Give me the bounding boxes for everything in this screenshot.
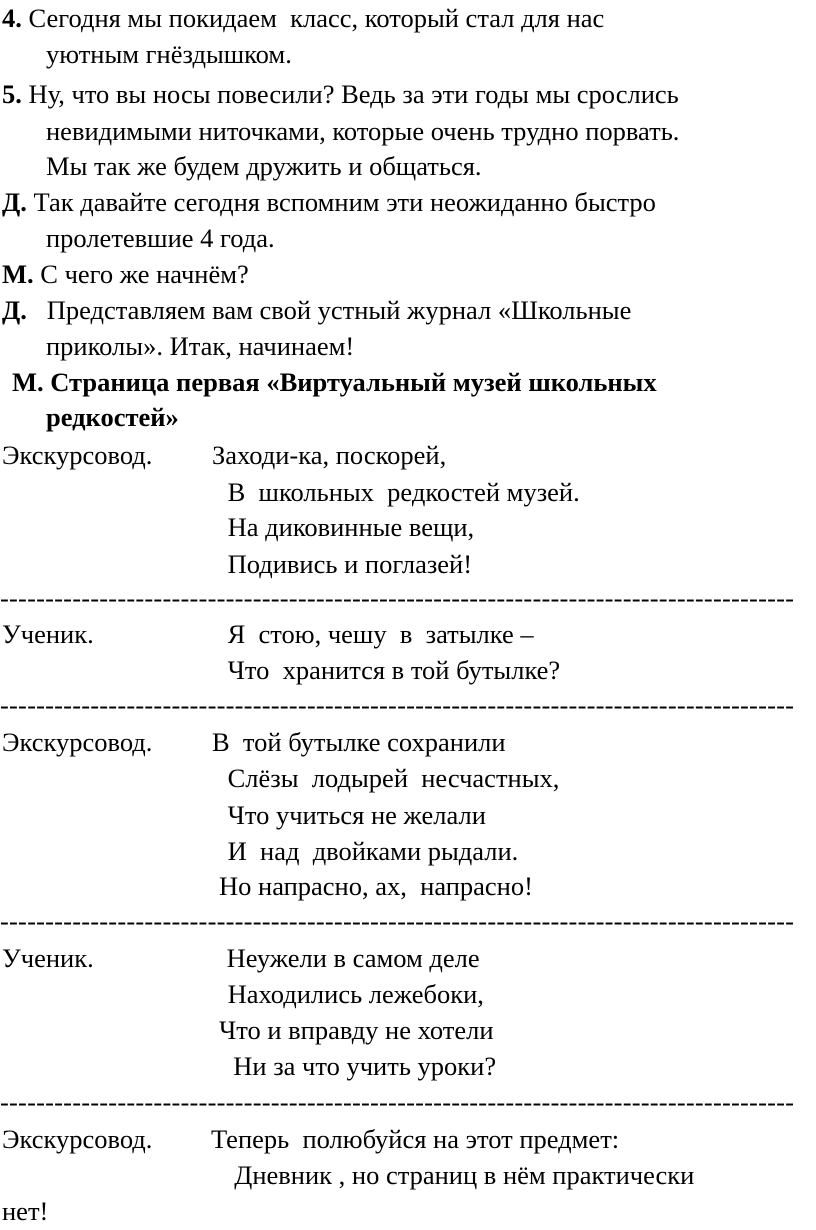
paragraph-text: Ну, что вы носы повесили? Ведь за эти годы мы срослись [21,79,679,109]
paragraph-number: 5. [2,79,22,109]
dialog-verse-line: В той бутылке сохранили [212,727,506,757]
paragraph-5-line-3: Мы так же будем дружить и общаться. [46,151,482,181]
section-heading-line-2: редкостей» [46,402,179,432]
dialog-speaker: Экскурсовод. [2,440,153,470]
speaker-d-line-2: пролетевшие 4 года. [46,223,275,253]
dialog-verse-line: В школьных редкостей музей. [221,477,580,507]
dialog-verse-line: Подивись и поглазей! [221,549,473,579]
speaker-label: М. [2,259,34,289]
dialog-speaker: Ученик. [2,943,94,973]
paragraph-4-line-1 [2,0,604,36]
dialog-verse-line: Что и вправду не хотели [219,1015,494,1045]
dialog-verse-line: Ни за что учить уроки? [220,1051,497,1081]
speaker-text: Так давайте сегодня вспомним эти неожиданно быстро [26,187,656,217]
separator-line: ---------------------------------------------------------------------------------------- [0,690,795,720]
speaker-text: Представляем вам свой устный журнал «Школьные [26,295,632,325]
dialog-verse-line: Я стою, чешу в затылке – [221,619,534,649]
dialog-verse-line: Заходи-ка, поскорей, [212,440,447,470]
speaker-d2-line-2: приколы». Итак, начинаем! [46,331,355,361]
dialog-speaker: Ученик. [2,619,94,649]
separator-line: ---------------------------------------------------------------------------------------- [0,583,795,613]
speaker-label: Д. [2,187,27,217]
dialog-verse-line: Что хранится в той бутылке? [221,655,561,685]
dialog-verse-line: На диковинные вещи, [221,512,475,542]
dialog-verse-line: Что учиться не желали [221,800,486,830]
section-heading-line-1: М. Страница первая «Виртуальный музей школьных [12,367,657,397]
speaker-d-line-1 [2,184,656,220]
speaker-m-line-1 [2,256,249,292]
separator-line: ---------------------------------------------------------------------------------------- [0,906,795,936]
paragraph-number: 4. [2,3,22,33]
speaker-label: Д. [2,295,27,325]
dialog-verse-line: Неужели в самом деле [220,943,480,973]
paragraph-5-line-1 [2,76,679,112]
dialog-verse-line: Слёзы лодырей несчастных, [221,763,560,793]
dialog-verse-line: И над двойками рыдали. [221,836,519,866]
dialog-speaker: Экскурсовод. [2,1124,153,1154]
paragraph-4-line-2: уютным гнёздышком. [46,39,292,69]
speaker-d2-line-1 [2,292,631,328]
dialog-verse-line: Дневник , но страниц в нём практически [221,1160,695,1190]
paragraph-5-line-2: невидимыми ниточками, которые очень трудно порвать. [46,116,680,146]
dialog-verse-line: Теперь полюбуйся на этот предмет: [211,1124,620,1154]
dialog-verse-line: Но напрасно, ах, напрасно! [219,871,533,901]
dialog-verse-line: Находились лежебоки, [221,979,484,1009]
dialog-verse-tail: нет! [2,1196,49,1226]
speaker-text: С чего же начнём? [33,259,249,289]
paragraph-text: Сегодня мы покидаем класс, который стал для нас [21,3,605,33]
dialog-speaker: Экскурсовод. [2,727,153,757]
separator-line: ---------------------------------------------------------------------------------------- [0,1087,795,1117]
